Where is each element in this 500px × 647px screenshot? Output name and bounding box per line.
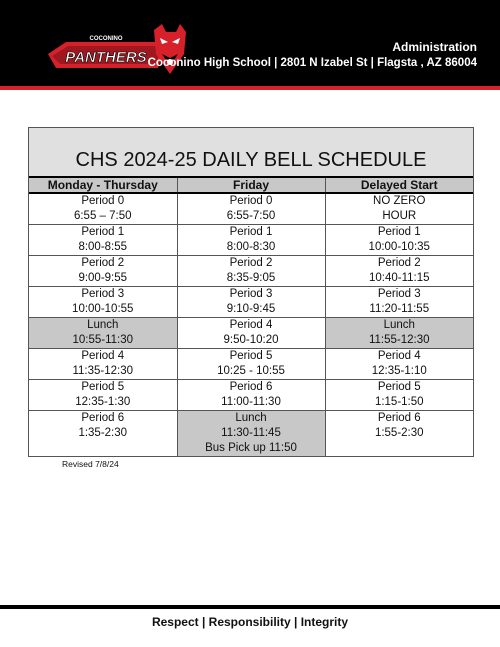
cell-line: 10:40-11:15 xyxy=(368,272,430,284)
cell-line: Period 4 xyxy=(81,350,125,362)
cell-line: Period 5 xyxy=(229,350,273,362)
logo-text: PANTHERS xyxy=(65,49,147,66)
cell-line: Period 4 xyxy=(229,319,273,331)
schedule-cell xyxy=(29,380,177,411)
cell-line: 11:55-12:30 xyxy=(368,334,430,346)
schedule-cell xyxy=(29,193,177,225)
table-row xyxy=(29,287,473,318)
schedule-cell xyxy=(29,287,177,318)
cell-line: 11:35-12:30 xyxy=(72,365,134,377)
cell-line: Period 1 xyxy=(229,226,273,238)
table-row xyxy=(29,349,473,380)
revised-date: Revised 7/8/24 xyxy=(62,459,119,469)
cell-line: Period 2 xyxy=(229,257,273,269)
schedule-cell xyxy=(177,411,325,457)
cell-line: Period 6 xyxy=(377,412,421,424)
schedule-cell xyxy=(29,411,177,457)
cell-line: 10:55-11:30 xyxy=(72,334,134,346)
cell-line: 6:55 – 7:50 xyxy=(73,210,132,222)
schedule-cell xyxy=(325,349,473,380)
schedule-cell xyxy=(29,318,177,349)
bell-schedule xyxy=(28,127,474,457)
schedule-cell xyxy=(325,193,473,225)
logo-top-text: COCONINO xyxy=(89,36,123,42)
schedule-cell xyxy=(325,318,473,349)
cell-line: 6:55-7:50 xyxy=(226,210,276,222)
schedule-cell xyxy=(177,225,325,256)
schedule-cell xyxy=(325,225,473,256)
footer-rule xyxy=(0,605,500,609)
cell-line: 9:10-9:45 xyxy=(226,303,276,315)
cell-line: Period 1 xyxy=(377,226,421,238)
cell-line: Period 0 xyxy=(229,195,273,207)
schedule-cell xyxy=(29,256,177,287)
cell-line: Period 6 xyxy=(229,381,273,393)
cell-line: 9:00-9:55 xyxy=(78,272,128,284)
schedule-cell xyxy=(177,349,325,380)
school-address: Coconino High School | 2801 N Izabel St | Flagsta , AZ 86004 xyxy=(147,57,477,69)
schedule-cell xyxy=(325,256,473,287)
footer-motto: Respect | Responsibility | Integrity xyxy=(151,615,349,629)
table-row xyxy=(29,318,473,349)
schedule-cell xyxy=(325,380,473,411)
cell-line: 1:55-2:30 xyxy=(374,427,424,439)
header-red-stripe xyxy=(0,86,500,90)
table-row xyxy=(29,380,473,411)
schedule-cell xyxy=(177,318,325,349)
cell-line: HOUR xyxy=(382,210,417,222)
cell-line: 1:15-1:50 xyxy=(374,396,424,408)
schedule-cell xyxy=(325,287,473,318)
schedule-cell xyxy=(29,225,177,256)
schedule-cell xyxy=(29,349,177,380)
cell-line: Period 6 xyxy=(81,412,125,424)
cell-line: 9:50-10:20 xyxy=(223,334,279,346)
schedule-cell xyxy=(325,411,473,457)
column-header: Friday xyxy=(177,178,325,193)
cell-line: 11:30-11:45 xyxy=(221,427,281,439)
cell-line: 10:25 - 10:55 xyxy=(217,365,285,377)
cell-line: NO ZERO xyxy=(373,195,426,207)
schedule-header-row xyxy=(29,178,473,193)
column-header: Monday - Thursday xyxy=(29,178,177,193)
cell-line: Period 2 xyxy=(81,257,125,269)
cell-line: Lunch xyxy=(235,412,267,424)
cell-line: 8:00-8:30 xyxy=(226,241,276,253)
cell-line: Period 1 xyxy=(81,226,125,238)
page-header xyxy=(0,0,500,86)
cell-line: 12:35-1:10 xyxy=(371,365,427,377)
schedule-body xyxy=(29,193,473,456)
cell-line: Bus Pick up 11:50 xyxy=(205,442,297,454)
cell-line: 11:20-11:55 xyxy=(369,303,430,315)
schedule-cell xyxy=(177,380,325,411)
cell-line: Period 5 xyxy=(81,381,125,393)
cell-line: Period 3 xyxy=(377,288,421,300)
table-row xyxy=(29,193,473,225)
schedule-cell xyxy=(177,287,325,318)
column-header: Delayed Start xyxy=(325,178,473,193)
admin-label: Administration xyxy=(392,40,477,54)
cell-line: 8:35-9:05 xyxy=(226,272,276,284)
cell-line: Period 4 xyxy=(377,350,421,362)
cell-line: 10:00-10:35 xyxy=(368,241,430,253)
table-row xyxy=(29,256,473,287)
cell-line: 8:00-8:55 xyxy=(78,241,128,253)
cell-line: 12:35-1:30 xyxy=(75,396,131,408)
cell-line: Period 3 xyxy=(81,288,125,300)
cell-line: Lunch xyxy=(383,319,415,331)
table-row xyxy=(29,411,473,457)
schedule-title: CHS 2024-25 DAILY BELL SCHEDULE xyxy=(29,128,473,178)
cell-line: Period 2 xyxy=(377,257,421,269)
cell-line: 1:35-2:30 xyxy=(78,427,128,439)
cell-line: 10:00-10:55 xyxy=(72,303,134,315)
schedule-cell xyxy=(177,256,325,287)
schedule-cell xyxy=(177,193,325,225)
cell-line: Period 5 xyxy=(377,381,421,393)
cell-line: Period 3 xyxy=(229,288,273,300)
schedule-table xyxy=(29,178,473,456)
cell-line: Lunch xyxy=(87,319,119,331)
table-row xyxy=(29,225,473,256)
cell-line: Period 0 xyxy=(81,195,125,207)
cell-line: 11:00-11:30 xyxy=(221,396,281,408)
